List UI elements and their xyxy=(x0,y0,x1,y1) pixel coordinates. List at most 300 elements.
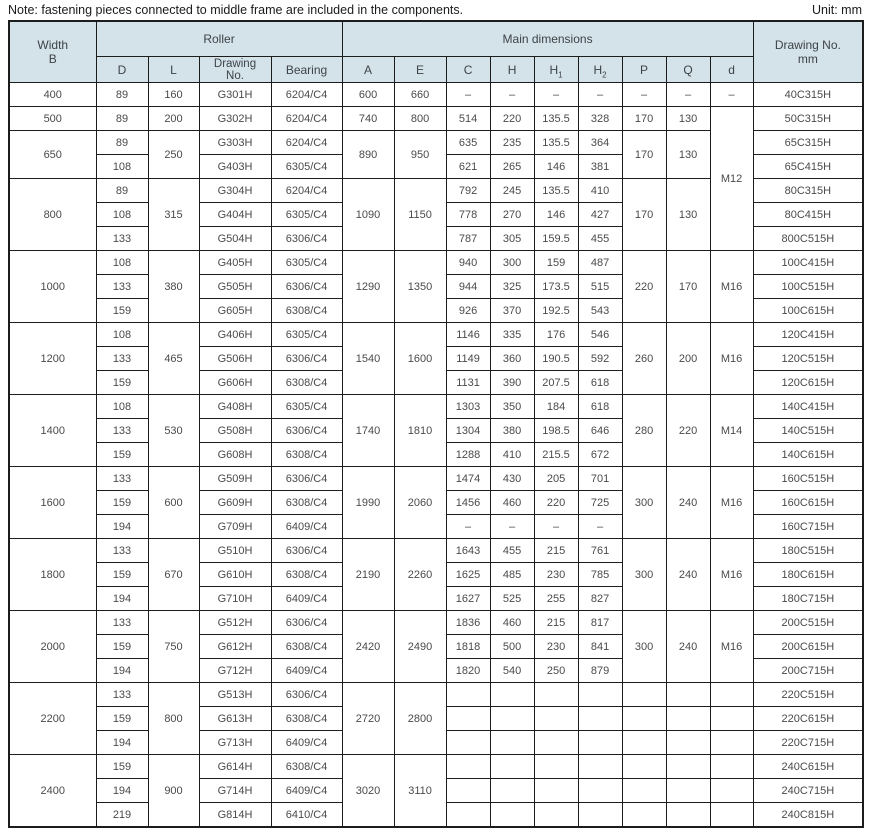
cell-h: 390 xyxy=(490,371,534,395)
cell-c: 1288 xyxy=(446,443,490,467)
header-col-q: Q xyxy=(666,57,710,83)
cell-c: 1303 xyxy=(446,395,490,419)
cell-drawing-no: G710H xyxy=(199,587,271,611)
cell-p xyxy=(622,707,666,731)
header-col-h: H xyxy=(490,57,534,83)
cell-drawing-code: 160C615H xyxy=(753,491,863,515)
cell-roller-d: 89 xyxy=(96,107,148,131)
header-col-d-bolt: d xyxy=(710,57,753,83)
cell-h1 xyxy=(534,755,578,779)
header-h2-sub: 2 xyxy=(602,69,607,79)
cell-c: 1836 xyxy=(446,611,490,635)
cell-q: 200 xyxy=(666,323,710,395)
cell-q xyxy=(666,683,710,707)
cell-roller-l: 160 xyxy=(148,83,199,107)
cell-d: M14 xyxy=(710,395,753,467)
cell-h2: 725 xyxy=(578,491,622,515)
cell-drawing-no: G509H xyxy=(199,467,271,491)
header-h1-base: H xyxy=(549,62,559,77)
header-width-line2: B xyxy=(48,52,57,66)
cell-h2 xyxy=(578,755,622,779)
cell-e: 1600 xyxy=(394,323,446,395)
cell-drawing-no: G513H xyxy=(199,683,271,707)
cell-h: 235 xyxy=(490,131,534,155)
cell-p: 170 xyxy=(622,107,666,131)
cell-q: – xyxy=(666,83,710,107)
cell-e: 3110 xyxy=(394,755,446,828)
cell-c: 1456 xyxy=(446,491,490,515)
cell-drawing-code: 120C515H xyxy=(753,347,863,371)
cell-roller-d: 159 xyxy=(96,563,148,587)
cell-h: 270 xyxy=(490,203,534,227)
cell-h: 220 xyxy=(490,107,534,131)
cell-roller-l: 530 xyxy=(148,395,199,467)
cell-h2: 427 xyxy=(578,203,622,227)
cell-h: 430 xyxy=(490,467,534,491)
cell-c: 1820 xyxy=(446,659,490,683)
cell-drawing-no: G605H xyxy=(199,299,271,323)
cell-d xyxy=(710,683,753,707)
cell-bearing: 6305/C4 xyxy=(271,251,342,275)
cell-a: 1290 xyxy=(342,251,394,323)
cell-a: 1740 xyxy=(342,395,394,467)
cell-h: 360 xyxy=(490,347,534,371)
cell-q: 240 xyxy=(666,467,710,539)
cell-e: 2260 xyxy=(394,539,446,611)
cell-p xyxy=(622,803,666,828)
spec-table xyxy=(8,20,864,828)
cell-roller-d: 159 xyxy=(96,299,148,323)
cell-roller-d: 194 xyxy=(96,779,148,803)
cell-drawing-code: 80C315H xyxy=(753,179,863,203)
cell-a: 600 xyxy=(342,83,394,107)
cell-roller-d: 133 xyxy=(96,419,148,443)
table-row xyxy=(9,611,863,635)
cell-e: 2490 xyxy=(394,611,446,683)
cell-c: 1625 xyxy=(446,563,490,587)
cell-h2: 410 xyxy=(578,179,622,203)
cell-p xyxy=(622,755,666,779)
cell-h xyxy=(490,707,534,731)
cell-h1 xyxy=(534,803,578,828)
cell-bearing: 6308/C4 xyxy=(271,371,342,395)
header-h2-base: H xyxy=(593,62,603,77)
cell-roller-d: 219 xyxy=(96,803,148,828)
cell-h1: 173.5 xyxy=(534,275,578,299)
cell-h1: 215.5 xyxy=(534,443,578,467)
cell-c: 940 xyxy=(446,251,490,275)
header-drawing-no-mm xyxy=(753,21,863,83)
cell-h xyxy=(490,731,534,755)
header-row-1 xyxy=(9,21,863,57)
header-roller: Roller xyxy=(96,21,342,57)
table-row xyxy=(9,539,863,563)
cell-roller-d: 159 xyxy=(96,707,148,731)
cell-h: 370 xyxy=(490,299,534,323)
cell-c: 1149 xyxy=(446,347,490,371)
cell-h1: 135.5 xyxy=(534,179,578,203)
cell-roller-l: 315 xyxy=(148,179,199,251)
cell-drawing-no: G610H xyxy=(199,563,271,587)
cell-h: 350 xyxy=(490,395,534,419)
cell-roller-l: 250 xyxy=(148,131,199,179)
cell-bearing: 6409/C4 xyxy=(271,731,342,755)
cell-c: 1146 xyxy=(446,323,490,347)
cell-c: 787 xyxy=(446,227,490,251)
cell-drawing-code: 65C315H xyxy=(753,131,863,155)
cell-a: 3020 xyxy=(342,755,394,828)
cell-h1: 184 xyxy=(534,395,578,419)
cell-e: 660 xyxy=(394,83,446,107)
cell-drawing-no: G609H xyxy=(199,491,271,515)
cell-roller-d: 108 xyxy=(96,395,148,419)
cell-e: 800 xyxy=(394,107,446,131)
cell-a: 1090 xyxy=(342,179,394,251)
cell-h1: 255 xyxy=(534,587,578,611)
cell-roller-d: 89 xyxy=(96,131,148,155)
cell-bearing: 6306/C4 xyxy=(271,275,342,299)
cell-width-b: 650 xyxy=(9,131,96,179)
cell-h1 xyxy=(534,731,578,755)
cell-h2: 364 xyxy=(578,131,622,155)
cell-roller-d: 108 xyxy=(96,323,148,347)
cell-h1: 159.5 xyxy=(534,227,578,251)
cell-drawing-code: 180C515H xyxy=(753,539,863,563)
cell-drawing-code: 120C615H xyxy=(753,371,863,395)
cell-c: 635 xyxy=(446,131,490,155)
cell-h2 xyxy=(578,731,622,755)
cell-d: – xyxy=(710,83,753,107)
cell-bearing: 6204/C4 xyxy=(271,83,342,107)
cell-drawing-code: 50C315H xyxy=(753,107,863,131)
cell-drawing-no: G613H xyxy=(199,707,271,731)
table-row xyxy=(9,755,863,779)
cell-drawing-no: G504H xyxy=(199,227,271,251)
note-text: Note: fastening pieces connected to middle frame are included in the components. xyxy=(8,3,464,17)
cell-c xyxy=(446,731,490,755)
cell-roller-l: 900 xyxy=(148,755,199,828)
cell-roller-d: 133 xyxy=(96,227,148,251)
header-col-a: A xyxy=(342,57,394,83)
cell-c: 1304 xyxy=(446,419,490,443)
cell-h2: 841 xyxy=(578,635,622,659)
cell-drawing-code: 140C615H xyxy=(753,443,863,467)
cell-q xyxy=(666,731,710,755)
cell-p: 300 xyxy=(622,467,666,539)
cell-drawing-no: G304H xyxy=(199,179,271,203)
header-width-b xyxy=(9,21,96,83)
cell-bearing: 6305/C4 xyxy=(271,323,342,347)
cell-drawing-code: 80C415H xyxy=(753,203,863,227)
cell-e: 1150 xyxy=(394,179,446,251)
cell-a: 2420 xyxy=(342,611,394,683)
cell-drawing-no: G512H xyxy=(199,611,271,635)
cell-d xyxy=(710,731,753,755)
cell-roller-d: 108 xyxy=(96,203,148,227)
cell-drawing-code: 100C615H xyxy=(753,299,863,323)
cell-c: 778 xyxy=(446,203,490,227)
cell-q: 130 xyxy=(666,131,710,179)
cell-drawing-no: G403H xyxy=(199,155,271,179)
cell-roller-d: 89 xyxy=(96,179,148,203)
cell-h: 335 xyxy=(490,323,534,347)
cell-h: 540 xyxy=(490,659,534,683)
cell-q: 240 xyxy=(666,611,710,683)
cell-h2: 827 xyxy=(578,587,622,611)
cell-bearing: 6308/C4 xyxy=(271,635,342,659)
header-col-drawing-line1: Drawing xyxy=(213,57,257,70)
cell-drawing-no: G608H xyxy=(199,443,271,467)
cell-h: 410 xyxy=(490,443,534,467)
cell-h1: 198.5 xyxy=(534,419,578,443)
cell-h1: 250 xyxy=(534,659,578,683)
cell-roller-d: 133 xyxy=(96,683,148,707)
cell-roller-d: 194 xyxy=(96,731,148,755)
cell-h2: 879 xyxy=(578,659,622,683)
cell-roller-d: 133 xyxy=(96,539,148,563)
cell-e: 1350 xyxy=(394,251,446,323)
cell-e: 2060 xyxy=(394,467,446,539)
cell-c: 1131 xyxy=(446,371,490,395)
cell-h1 xyxy=(534,707,578,731)
cell-drawing-no: G408H xyxy=(199,395,271,419)
cell-c: 1474 xyxy=(446,467,490,491)
cell-h xyxy=(490,803,534,828)
header-col-p: P xyxy=(622,57,666,83)
table-row xyxy=(9,323,863,347)
cell-h2 xyxy=(578,683,622,707)
cell-h: 460 xyxy=(490,611,534,635)
cell-c: 1818 xyxy=(446,635,490,659)
cell-bearing: 6409/C4 xyxy=(271,779,342,803)
cell-bearing: 6306/C4 xyxy=(271,419,342,443)
cell-roller-d: 89 xyxy=(96,83,148,107)
cell-drawing-code: 100C415H xyxy=(753,251,863,275)
cell-h1: 146 xyxy=(534,155,578,179)
cell-e: 2800 xyxy=(394,683,446,755)
cell-h1: 135.5 xyxy=(534,131,578,155)
cell-q xyxy=(666,803,710,828)
cell-h2: 515 xyxy=(578,275,622,299)
cell-h2: 701 xyxy=(578,467,622,491)
cell-bearing: 6305/C4 xyxy=(271,203,342,227)
cell-bearing: 6409/C4 xyxy=(271,659,342,683)
cell-h2: 455 xyxy=(578,227,622,251)
cell-h1: 215 xyxy=(534,611,578,635)
cell-drawing-code: 240C815H xyxy=(753,803,863,828)
cell-roller-d: 159 xyxy=(96,371,148,395)
cell-width-b: 1200 xyxy=(9,323,96,395)
cell-p xyxy=(622,731,666,755)
cell-p: 170 xyxy=(622,179,666,251)
cell-bearing: 6308/C4 xyxy=(271,563,342,587)
cell-drawing-no: G302H xyxy=(199,107,271,131)
cell-h1: 220 xyxy=(534,491,578,515)
cell-q xyxy=(666,779,710,803)
cell-h1: 205 xyxy=(534,467,578,491)
cell-c: 926 xyxy=(446,299,490,323)
cell-h2: 817 xyxy=(578,611,622,635)
header-col-e: E xyxy=(394,57,446,83)
unit-label: Unit: mm xyxy=(812,3,862,17)
cell-h: 265 xyxy=(490,155,534,179)
cell-p: 260 xyxy=(622,323,666,395)
table-row xyxy=(9,395,863,419)
cell-h2: – xyxy=(578,83,622,107)
cell-q xyxy=(666,707,710,731)
cell-bearing: 6204/C4 xyxy=(271,107,342,131)
cell-drawing-code: 140C415H xyxy=(753,395,863,419)
cell-drawing-no: G301H xyxy=(199,83,271,107)
cell-h xyxy=(490,683,534,707)
cell-width-b: 1800 xyxy=(9,539,96,611)
cell-roller-d: 159 xyxy=(96,635,148,659)
cell-roller-d: 133 xyxy=(96,611,148,635)
header-h1-sub: 1 xyxy=(558,69,563,79)
cell-roller-d: 133 xyxy=(96,467,148,491)
cell-h: 460 xyxy=(490,491,534,515)
cell-roller-d: 159 xyxy=(96,491,148,515)
cell-h2: 381 xyxy=(578,155,622,179)
cell-bearing: 6306/C4 xyxy=(271,539,342,563)
cell-c: – xyxy=(446,83,490,107)
header-col-l: L xyxy=(148,57,199,83)
cell-h: 325 xyxy=(490,275,534,299)
cell-h2: 672 xyxy=(578,443,622,467)
cell-p xyxy=(622,683,666,707)
cell-a: 740 xyxy=(342,107,394,131)
cell-width-b: 2400 xyxy=(9,755,96,828)
cell-bearing: 6305/C4 xyxy=(271,395,342,419)
cell-drawing-code: 800C515H xyxy=(753,227,863,251)
cell-drawing-code: 120C415H xyxy=(753,323,863,347)
cell-width-b: 1600 xyxy=(9,467,96,539)
cell-a: 2190 xyxy=(342,539,394,611)
cell-h1: 192.5 xyxy=(534,299,578,323)
cell-h2 xyxy=(578,707,622,731)
cell-c: 1643 xyxy=(446,539,490,563)
cell-h: 245 xyxy=(490,179,534,203)
cell-h1: – xyxy=(534,83,578,107)
cell-bearing: 6308/C4 xyxy=(271,707,342,731)
cell-drawing-code: 140C515H xyxy=(753,419,863,443)
cell-p: 170 xyxy=(622,131,666,179)
cell-c xyxy=(446,707,490,731)
cell-c xyxy=(446,803,490,828)
cell-roller-l: 750 xyxy=(148,611,199,683)
header-drawing-no-line2: mm xyxy=(797,52,818,66)
cell-drawing-code: 100C515H xyxy=(753,275,863,299)
cell-h: – xyxy=(490,83,534,107)
cell-drawing-no: G606H xyxy=(199,371,271,395)
cell-q: 130 xyxy=(666,107,710,131)
cell-roller-l: 200 xyxy=(148,107,199,131)
cell-h1: 190.5 xyxy=(534,347,578,371)
cell-c: 1627 xyxy=(446,587,490,611)
cell-bearing: 6306/C4 xyxy=(271,227,342,251)
table-row xyxy=(9,251,863,275)
cell-drawing-code: 200C515H xyxy=(753,611,863,635)
cell-width-b: 2000 xyxy=(9,611,96,683)
header-drawing-no-line1: Drawing No. xyxy=(774,38,841,52)
header-row-2 xyxy=(9,57,863,83)
cell-d xyxy=(710,707,753,731)
cell-h1: 230 xyxy=(534,563,578,587)
cell-c: 621 xyxy=(446,155,490,179)
cell-drawing-no: G404H xyxy=(199,203,271,227)
cell-h1: 176 xyxy=(534,323,578,347)
cell-bearing: 6410/C4 xyxy=(271,803,342,828)
cell-q: 170 xyxy=(666,251,710,323)
cell-d: M16 xyxy=(710,611,753,683)
cell-roller-l: 600 xyxy=(148,467,199,539)
cell-c: – xyxy=(446,515,490,539)
cell-p xyxy=(622,779,666,803)
cell-h1 xyxy=(534,779,578,803)
cell-drawing-code: 220C715H xyxy=(753,731,863,755)
cell-h: 305 xyxy=(490,227,534,251)
cell-width-b: 1000 xyxy=(9,251,96,323)
cell-h2: 328 xyxy=(578,107,622,131)
cell-drawing-code: 240C715H xyxy=(753,779,863,803)
cell-drawing-code: 65C415H xyxy=(753,155,863,179)
cell-bearing: 6308/C4 xyxy=(271,299,342,323)
cell-h1: 230 xyxy=(534,635,578,659)
cell-drawing-code: 220C615H xyxy=(753,707,863,731)
cell-h2: 646 xyxy=(578,419,622,443)
cell-c xyxy=(446,755,490,779)
cell-d xyxy=(710,803,753,828)
cell-bearing: 6204/C4 xyxy=(271,131,342,155)
cell-roller-l: 800 xyxy=(148,683,199,755)
cell-h1 xyxy=(534,683,578,707)
cell-h2: 546 xyxy=(578,323,622,347)
cell-a: 2720 xyxy=(342,683,394,755)
cell-drawing-code: 40C315H xyxy=(753,83,863,107)
cell-roller-d: 159 xyxy=(96,755,148,779)
cell-h1: 215 xyxy=(534,539,578,563)
cell-a: 890 xyxy=(342,131,394,179)
cell-h: 455 xyxy=(490,539,534,563)
cell-h: – xyxy=(490,515,534,539)
cell-bearing: 6409/C4 xyxy=(271,587,342,611)
cell-roller-d: 108 xyxy=(96,251,148,275)
cell-h1: 146 xyxy=(534,203,578,227)
cell-p: 300 xyxy=(622,539,666,611)
cell-e: 1810 xyxy=(394,395,446,467)
cell-width-b: 500 xyxy=(9,107,96,131)
top-bar xyxy=(0,0,870,20)
cell-roller-d: 159 xyxy=(96,443,148,467)
cell-c: 792 xyxy=(446,179,490,203)
cell-bearing: 6306/C4 xyxy=(271,683,342,707)
cell-roller-l: 670 xyxy=(148,539,199,611)
cell-bearing: 6409/C4 xyxy=(271,515,342,539)
cell-h2: 618 xyxy=(578,395,622,419)
cell-drawing-no: G712H xyxy=(199,659,271,683)
cell-drawing-code: 220C515H xyxy=(753,683,863,707)
cell-d xyxy=(710,755,753,779)
header-main-dimensions: Main dimensions xyxy=(342,21,753,57)
cell-bearing: 6306/C4 xyxy=(271,467,342,491)
cell-p: 300 xyxy=(622,611,666,683)
cell-q: 220 xyxy=(666,395,710,467)
cell-roller-d: 194 xyxy=(96,515,148,539)
cell-h2: 618 xyxy=(578,371,622,395)
cell-drawing-no: G714H xyxy=(199,779,271,803)
cell-h1: 207.5 xyxy=(534,371,578,395)
table-body xyxy=(9,83,863,828)
